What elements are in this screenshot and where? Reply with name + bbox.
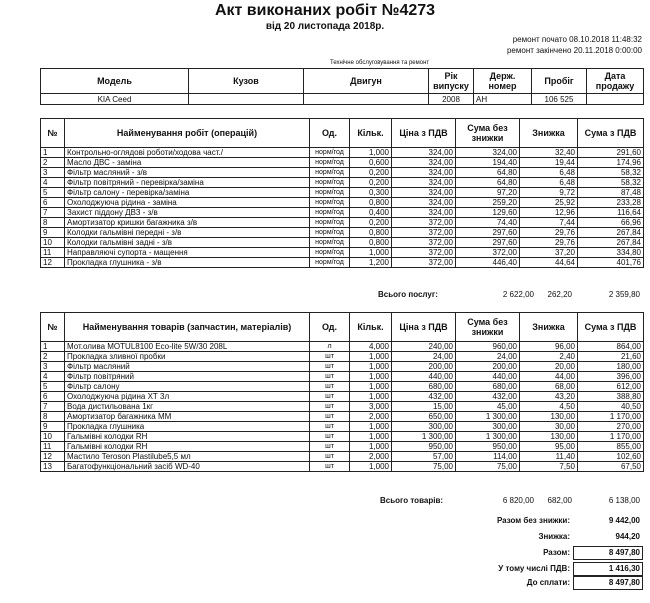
works-row xyxy=(41,148,644,158)
works-cell-number: 2 xyxy=(41,158,65,168)
goods-cell-discount: 130,00 xyxy=(520,412,578,422)
goods-cell-name: Гальмівні колодки RH xyxy=(65,432,310,442)
works-cell-sum-vat: 58,32 xyxy=(578,168,644,178)
works-cell-qty: 1,200 xyxy=(350,258,392,268)
goods-cell-unit: шт xyxy=(310,442,350,452)
goods-cell-qty: 1,000 xyxy=(350,432,392,442)
works-cell-price: 372,00 xyxy=(392,228,456,238)
works-cell-unit: норм/год xyxy=(310,158,350,168)
works-cell-sum-no-discount: 64,80 xyxy=(456,178,520,188)
goods-cell-sum-no-discount: 1 300,00 xyxy=(456,412,520,422)
goods-cell-sum-no-discount: 45,00 xyxy=(456,402,520,412)
summary-value: 9 442,00 xyxy=(608,516,640,525)
goods-cell-price: 1 300,00 xyxy=(392,432,456,442)
works-header-price: Ціна з ПДВ xyxy=(392,119,456,148)
works-row xyxy=(41,208,644,218)
goods-cell-sum-vat: 40,50 xyxy=(578,402,644,412)
works-header-sum-no-discount: Сума без знижки xyxy=(456,119,520,148)
works-cell-qty: 0,200 xyxy=(350,218,392,228)
works-cell-name: Прокладка глушника - з/в xyxy=(65,258,310,268)
works-row xyxy=(41,228,644,238)
summary-label: Разом: xyxy=(543,548,570,557)
vehicle-table xyxy=(40,68,644,105)
goods-cell-price: 300,00 xyxy=(392,422,456,432)
goods-total-discount: 682,00 xyxy=(547,496,572,505)
goods-cell-name: Охолоджуюча рідина ХТ 3л xyxy=(65,392,310,402)
goods-cell-number: 13 xyxy=(41,462,65,472)
goods-cell-name: Фільтр масляний xyxy=(65,362,310,372)
works-cell-name: Контрольно-оглядові роботи/ходова част./ xyxy=(65,148,310,158)
works-cell-discount: 9,72 xyxy=(520,188,578,198)
works-cell-sum-no-discount: 446,40 xyxy=(456,258,520,268)
works-cell-sum-vat: 66,96 xyxy=(578,218,644,228)
works-cell-price: 324,00 xyxy=(392,148,456,158)
goods-cell-name: Прокладка зливної пробки xyxy=(65,352,310,362)
works-cell-price: 324,00 xyxy=(392,188,456,198)
goods-table xyxy=(40,312,644,472)
works-cell-sum-vat: 116,64 xyxy=(578,208,644,218)
works-total-label: Всього послуг: xyxy=(378,290,438,299)
works-header-qty: Кільк. xyxy=(350,119,392,148)
goods-cell-qty: 2,000 xyxy=(350,452,392,462)
works-cell-number: 4 xyxy=(41,178,65,188)
goods-cell-sum-no-discount: 75,00 xyxy=(456,462,520,472)
vehicle-value-row xyxy=(41,94,644,105)
goods-cell-sum-no-discount: 114,00 xyxy=(456,452,520,462)
goods-row xyxy=(41,352,644,362)
works-cell-qty: 0,200 xyxy=(350,178,392,188)
goods-cell-unit: шт xyxy=(310,452,350,462)
works-row xyxy=(41,248,644,258)
works-header-discount: Знижка xyxy=(520,119,578,148)
goods-cell-sum-no-discount: 680,00 xyxy=(456,382,520,392)
goods-cell-sum-vat: 21,60 xyxy=(578,352,644,362)
works-cell-sum-no-discount: 64,80 xyxy=(456,168,520,178)
goods-header-price: Ціна з ПДВ xyxy=(392,313,456,342)
goods-cell-number: 7 xyxy=(41,402,65,412)
summary-label: Разом без знижки: xyxy=(496,516,570,525)
goods-row xyxy=(41,452,644,462)
goods-cell-name: Мот.олива MOTUL8100 Eco-lite 5W/30 208L xyxy=(65,342,310,352)
goods-cell-qty: 1,000 xyxy=(350,362,392,372)
works-cell-name: Фільтр масляний - з/в xyxy=(65,168,310,178)
works-cell-number: 10 xyxy=(41,238,65,248)
goods-cell-price: 432,00 xyxy=(392,392,456,402)
goods-row xyxy=(41,402,644,412)
works-cell-discount: 25,92 xyxy=(520,198,578,208)
goods-header-qty: Кільк. xyxy=(350,313,392,342)
goods-cell-name: Мастило Teroson Plastilube5,5 мл xyxy=(65,452,310,462)
goods-cell-discount: 44,00 xyxy=(520,372,578,382)
goods-total-no-discount: 6 820,00 xyxy=(502,496,534,505)
works-cell-sum-no-discount: 324,00 xyxy=(456,148,520,158)
works-cell-discount: 29,76 xyxy=(520,238,578,248)
goods-cell-name: Багатофункціональний засіб WD-40 xyxy=(65,462,310,472)
works-header-name: Найменування робіт (операцій) xyxy=(65,119,310,148)
goods-cell-unit: шт xyxy=(310,422,350,432)
works-cell-qty: 0,800 xyxy=(350,198,392,208)
works-cell-price: 372,00 xyxy=(392,258,456,268)
goods-cell-sum-vat: 855,00 xyxy=(578,442,644,452)
goods-cell-discount: 68,00 xyxy=(520,382,578,392)
vehicle-sale-date xyxy=(587,94,644,105)
goods-cell-sum-vat: 270,00 xyxy=(578,422,644,432)
works-cell-name: Фільтр салону - перевірка/заміна xyxy=(65,188,310,198)
works-row xyxy=(41,258,644,268)
vehicle-body xyxy=(189,94,304,105)
works-cell-sum-no-discount: 97,20 xyxy=(456,188,520,198)
works-cell-qty: 0,600 xyxy=(350,158,392,168)
goods-cell-sum-vat: 388,80 xyxy=(578,392,644,402)
works-cell-discount: 29,76 xyxy=(520,228,578,238)
goods-cell-unit: шт xyxy=(310,362,350,372)
goods-cell-unit: шт xyxy=(310,352,350,362)
goods-cell-number: 6 xyxy=(41,392,65,402)
goods-cell-unit: шт xyxy=(310,462,350,472)
document-date: від 20 листопада 2018р. xyxy=(265,21,385,32)
works-row xyxy=(41,178,644,188)
works-cell-unit: норм/год xyxy=(310,148,350,158)
goods-cell-qty: 1,000 xyxy=(350,422,392,432)
works-cell-number: 11 xyxy=(41,248,65,258)
goods-cell-discount: 20,00 xyxy=(520,362,578,372)
works-cell-number: 1 xyxy=(41,148,65,158)
goods-cell-number: 9 xyxy=(41,422,65,432)
goods-cell-sum-no-discount: 300,00 xyxy=(456,422,520,432)
goods-cell-sum-vat: 180,00 xyxy=(578,362,644,372)
works-row xyxy=(41,158,644,168)
goods-cell-discount: 7,50 xyxy=(520,462,578,472)
works-cell-number: 12 xyxy=(41,258,65,268)
works-cell-sum-no-discount: 129,60 xyxy=(456,208,520,218)
goods-cell-number: 1 xyxy=(41,342,65,352)
works-cell-unit: норм/год xyxy=(310,228,350,238)
goods-cell-number: 4 xyxy=(41,372,65,382)
summary-value: 1 416,30 xyxy=(608,564,640,573)
goods-cell-sum-no-discount: 200,00 xyxy=(456,362,520,372)
works-cell-name: Захист піддону ДВЗ - з/в xyxy=(65,208,310,218)
goods-cell-sum-no-discount: 432,00 xyxy=(456,392,520,402)
works-cell-number: 8 xyxy=(41,218,65,228)
vehicle-mileage: 106 525 xyxy=(532,94,587,105)
works-cell-price: 372,00 xyxy=(392,248,456,258)
goods-cell-discount: 30,00 xyxy=(520,422,578,432)
works-cell-unit: норм/год xyxy=(310,178,350,188)
works-cell-discount: 32,40 xyxy=(520,148,578,158)
goods-cell-discount: 11,40 xyxy=(520,452,578,462)
vehicle-header-model: Модель xyxy=(41,69,189,94)
works-cell-price: 372,00 xyxy=(392,218,456,228)
document-title: Акт виконаних робіт №4273 xyxy=(214,2,436,19)
goods-header-unit: Од. xyxy=(310,313,350,342)
goods-cell-number: 5 xyxy=(41,382,65,392)
works-cell-unit: норм/год xyxy=(310,188,350,198)
goods-cell-price: 950,00 xyxy=(392,442,456,452)
goods-row xyxy=(41,442,644,452)
goods-cell-name: Гальмівні колодки RH xyxy=(65,442,310,452)
works-cell-sum-vat: 267,84 xyxy=(578,228,644,238)
goods-cell-price: 24,00 xyxy=(392,352,456,362)
goods-cell-qty: 1,000 xyxy=(350,382,392,392)
works-cell-discount: 19,44 xyxy=(520,158,578,168)
goods-cell-name: Прокладка глушника xyxy=(65,422,310,432)
goods-header-row xyxy=(41,313,644,342)
goods-cell-discount: 96,00 xyxy=(520,342,578,352)
goods-cell-sum-vat: 612,00 xyxy=(578,382,644,392)
goods-cell-sum-vat: 396,00 xyxy=(578,372,644,382)
goods-cell-number: 2 xyxy=(41,352,65,362)
vehicle-header-row xyxy=(41,69,644,94)
vehicle-model: KIA Ceed xyxy=(41,94,189,105)
works-cell-number: 6 xyxy=(41,198,65,208)
works-cell-sum-no-discount: 194,40 xyxy=(456,158,520,168)
vehicle-header-engine: Двигун xyxy=(304,69,429,94)
goods-cell-number: 12 xyxy=(41,452,65,462)
goods-cell-unit: л xyxy=(310,342,350,352)
goods-cell-unit: шт xyxy=(310,412,350,422)
goods-cell-number: 10 xyxy=(41,432,65,442)
goods-cell-unit: шт xyxy=(310,382,350,392)
summary-label: Знижка: xyxy=(538,532,570,541)
works-row xyxy=(41,238,644,248)
works-row xyxy=(41,188,644,198)
works-cell-price: 324,00 xyxy=(392,198,456,208)
goods-row xyxy=(41,372,644,382)
works-cell-qty: 0,200 xyxy=(350,168,392,178)
works-cell-discount: 7,44 xyxy=(520,218,578,228)
works-cell-sum-vat: 174,96 xyxy=(578,158,644,168)
goods-cell-unit: шт xyxy=(310,392,350,402)
summary-label: У тому числі ПДВ: xyxy=(498,564,570,573)
goods-cell-sum-no-discount: 24,00 xyxy=(456,352,520,362)
repair-finished: ремонт закінчено 20.11.2018 0:00:00 xyxy=(506,46,642,55)
goods-cell-qty: 1,000 xyxy=(350,372,392,382)
goods-cell-qty: 4,000 xyxy=(350,342,392,352)
works-cell-sum-no-discount: 297,60 xyxy=(456,238,520,248)
goods-body xyxy=(41,342,644,472)
goods-header-number: № xyxy=(41,313,65,342)
goods-cell-price: 57,00 xyxy=(392,452,456,462)
goods-total-label: Всього товарів: xyxy=(380,496,444,505)
goods-cell-price: 650,00 xyxy=(392,412,456,422)
works-cell-unit: норм/год xyxy=(310,258,350,268)
goods-cell-sum-vat: 1 170,00 xyxy=(578,432,644,442)
works-header-sum-vat: Сума з ПДВ xyxy=(578,119,644,148)
goods-cell-discount: 2,40 xyxy=(520,352,578,362)
works-cell-qty: 0,800 xyxy=(350,228,392,238)
works-cell-sum-no-discount: 372,00 xyxy=(456,248,520,258)
goods-header-discount: Знижка xyxy=(520,313,578,342)
works-row xyxy=(41,218,644,228)
works-cell-sum-no-discount: 74,40 xyxy=(456,218,520,228)
goods-cell-discount: 95,00 xyxy=(520,442,578,452)
goods-cell-discount: 43,20 xyxy=(520,392,578,402)
works-cell-discount: 44,64 xyxy=(520,258,578,268)
vehicle-plate: АН xyxy=(474,94,532,105)
works-cell-number: 9 xyxy=(41,228,65,238)
works-cell-discount: 6,48 xyxy=(520,178,578,188)
goods-cell-discount: 130,00 xyxy=(520,432,578,442)
goods-row xyxy=(41,382,644,392)
goods-row xyxy=(41,342,644,352)
works-cell-unit: норм/год xyxy=(310,168,350,178)
goods-header-sum-no-discount: Сума без знижки xyxy=(456,313,520,342)
vehicle-caption: Технічне обслуговування та ремонт xyxy=(330,60,430,66)
goods-cell-price: 240,00 xyxy=(392,342,456,352)
goods-cell-price: 200,00 xyxy=(392,362,456,372)
vehicle-engine xyxy=(304,94,429,105)
goods-cell-sum-vat: 102,60 xyxy=(578,452,644,462)
works-total-discount: 262,20 xyxy=(547,290,572,299)
goods-cell-number: 11 xyxy=(41,442,65,452)
goods-cell-number: 3 xyxy=(41,362,65,372)
works-row xyxy=(41,168,644,178)
goods-cell-sum-no-discount: 440,00 xyxy=(456,372,520,382)
works-cell-price: 324,00 xyxy=(392,158,456,168)
works-total-no-discount: 2 622,00 xyxy=(502,290,534,299)
works-cell-number: 3 xyxy=(41,168,65,178)
summary-value: 944,20 xyxy=(615,532,640,541)
repair-started: ремонт почато 08.10.2018 11:48:32 xyxy=(512,35,642,44)
works-cell-sum-vat: 291,60 xyxy=(578,148,644,158)
works-total-vat: 2 359,80 xyxy=(608,290,640,299)
goods-cell-qty: 1,000 xyxy=(350,392,392,402)
goods-cell-name: Вода дистильована 1кг xyxy=(65,402,310,412)
goods-cell-price: 75,00 xyxy=(392,462,456,472)
goods-cell-unit: шт xyxy=(310,372,350,382)
works-cell-number: 7 xyxy=(41,208,65,218)
summary-value: 8 497,80 xyxy=(608,548,640,557)
works-cell-unit: норм/год xyxy=(310,208,350,218)
works-cell-unit: норм/год xyxy=(310,218,350,228)
goods-cell-qty: 1,000 xyxy=(350,442,392,452)
works-cell-qty: 0,400 xyxy=(350,208,392,218)
goods-cell-name: Фільтр повітряний xyxy=(65,372,310,382)
works-table xyxy=(40,118,644,268)
works-cell-sum-no-discount: 259,20 xyxy=(456,198,520,208)
works-cell-sum-vat: 334,80 xyxy=(578,248,644,258)
works-cell-name: Масло ДВС - заміна xyxy=(65,158,310,168)
works-cell-sum-vat: 87,48 xyxy=(578,188,644,198)
works-cell-name: Колодки гальмівні передні - з/в xyxy=(65,228,310,238)
goods-cell-qty: 2,000 xyxy=(350,412,392,422)
works-cell-name: Направляючі супорта - мащення xyxy=(65,248,310,258)
works-cell-sum-vat: 267,84 xyxy=(578,238,644,248)
goods-cell-unit: шт xyxy=(310,432,350,442)
goods-row xyxy=(41,392,644,402)
goods-cell-sum-vat: 864,00 xyxy=(578,342,644,352)
goods-cell-sum-vat: 1 170,00 xyxy=(578,412,644,422)
goods-cell-price: 680,00 xyxy=(392,382,456,392)
works-cell-name: Амортизатор кришки багажника з/в xyxy=(65,218,310,228)
goods-cell-sum-no-discount: 960,00 xyxy=(456,342,520,352)
works-cell-unit: норм/год xyxy=(310,248,350,258)
goods-cell-unit: шт xyxy=(310,402,350,412)
goods-cell-price: 15,00 xyxy=(392,402,456,412)
goods-cell-name: Амортизатор багажника ММ xyxy=(65,412,310,422)
works-cell-number: 5 xyxy=(41,188,65,198)
works-cell-sum-vat: 58,32 xyxy=(578,178,644,188)
works-cell-price: 372,00 xyxy=(392,238,456,248)
works-cell-price: 324,00 xyxy=(392,168,456,178)
works-cell-sum-vat: 233,28 xyxy=(578,198,644,208)
goods-header-name: Найменування товарів (запчастин, матеріалів) xyxy=(65,313,310,342)
goods-header-sum-vat: Сума з ПДВ xyxy=(578,313,644,342)
works-cell-name: Охолоджуюча рідина - заміна xyxy=(65,198,310,208)
goods-cell-sum-no-discount: 950,00 xyxy=(456,442,520,452)
works-cell-discount: 6,48 xyxy=(520,168,578,178)
works-row xyxy=(41,198,644,208)
works-header-unit: Од. xyxy=(310,119,350,148)
works-cell-price: 324,00 xyxy=(392,178,456,188)
vehicle-header-body: Кузов xyxy=(189,69,304,94)
goods-cell-name: Фільтр салону xyxy=(65,382,310,392)
vehicle-header-sale-date: Дата продажу xyxy=(587,69,644,94)
goods-row xyxy=(41,422,644,432)
goods-total-vat: 6 138,00 xyxy=(608,496,640,505)
summary-value: 8 497,80 xyxy=(608,578,640,587)
goods-cell-sum-no-discount: 1 300,00 xyxy=(456,432,520,442)
works-cell-qty: 0,800 xyxy=(350,238,392,248)
goods-row xyxy=(41,362,644,372)
works-cell-discount: 37,20 xyxy=(520,248,578,258)
works-cell-unit: норм/год xyxy=(310,198,350,208)
works-body xyxy=(41,148,644,268)
vehicle-header-mileage: Пробіг xyxy=(532,69,587,94)
works-cell-unit: норм/год xyxy=(310,238,350,248)
goods-row xyxy=(41,412,644,422)
goods-cell-discount: 4,50 xyxy=(520,402,578,412)
works-header-row xyxy=(41,119,644,148)
vehicle-year: 2008 xyxy=(429,94,474,105)
goods-row xyxy=(41,462,644,472)
works-cell-qty: 0,300 xyxy=(350,188,392,198)
goods-cell-sum-vat: 67,50 xyxy=(578,462,644,472)
goods-cell-qty: 1,000 xyxy=(350,352,392,362)
works-cell-name: Фільтр повітряний - перевірка/заміна xyxy=(65,178,310,188)
works-cell-sum-vat: 401,76 xyxy=(578,258,644,268)
vehicle-header-plate: Держ. номер xyxy=(474,69,532,94)
works-cell-discount: 12,96 xyxy=(520,208,578,218)
works-cell-name: Колодки гальмівні задні - з/в xyxy=(65,238,310,248)
summary-label: До сплати: xyxy=(526,578,570,587)
works-cell-qty: 1,000 xyxy=(350,148,392,158)
works-header-number: № xyxy=(41,119,65,148)
vehicle-header-year: Рік випуску xyxy=(429,69,474,94)
works-cell-qty: 1,000 xyxy=(350,248,392,258)
goods-cell-qty: 1,000 xyxy=(350,462,392,472)
works-cell-price: 324,00 xyxy=(392,208,456,218)
goods-cell-number: 8 xyxy=(41,412,65,422)
goods-cell-qty: 3,000 xyxy=(350,402,392,412)
goods-row xyxy=(41,432,644,442)
works-cell-sum-no-discount: 297,60 xyxy=(456,228,520,238)
goods-cell-price: 440,00 xyxy=(392,372,456,382)
